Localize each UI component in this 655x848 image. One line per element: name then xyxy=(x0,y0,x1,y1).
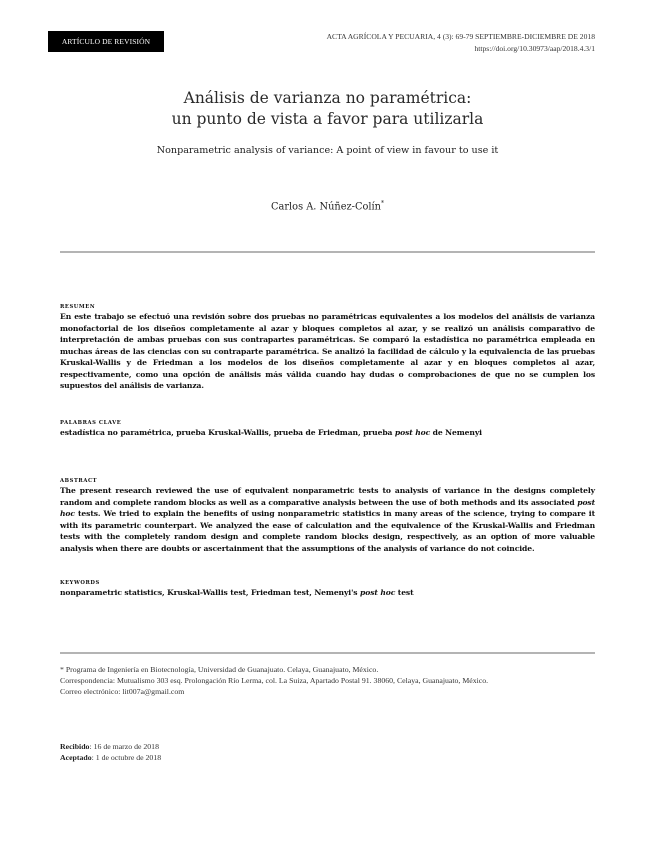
journal-citation: ACTA AGRÍCOLA Y PECUARIA, 4 (3): 69-79 SEPTIEMBRE-DICIEMBRE DE 2018 xyxy=(326,32,595,41)
received-date xyxy=(60,742,161,753)
palabras-clave-part: de Nemenyi xyxy=(430,428,482,437)
keywords-text xyxy=(60,587,595,599)
author-line xyxy=(0,200,655,212)
keywords-heading: KEYWORDS xyxy=(60,580,100,586)
keywords-part: test xyxy=(395,588,414,597)
footnote-divider xyxy=(60,652,595,654)
article-type-badge xyxy=(48,31,164,52)
dates-block xyxy=(60,742,161,764)
keywords-section xyxy=(60,580,595,599)
doi-link[interactable]: https://doi.org/10.30973/aap/2018.4.3/1 xyxy=(474,44,595,53)
affiliation: * Programa de Ingeniería en Biotecnología, Universidad de Guanajuato. Celaya, Guanajuato, México. xyxy=(60,665,379,674)
header-divider xyxy=(60,251,595,253)
email[interactable]: Correo electrónico: lit007a@gmail.com xyxy=(60,687,185,697)
footnote xyxy=(60,664,600,698)
resumen-heading: RESUMEN xyxy=(60,304,96,310)
author-name: Carlos A. Núñez-Colín xyxy=(271,201,381,213)
palabras-clave-heading: PALABRAS CLAVE xyxy=(60,420,122,426)
abstract-italic: post hoc xyxy=(60,497,595,518)
accepted-date xyxy=(60,753,161,764)
title-line-2: un punto de vista a favor para utilizarla xyxy=(171,110,484,128)
keywords-part: nonparametric statistics, Kruskal-Wallis test, Friedman test, Nemenyi's xyxy=(60,588,361,597)
author-footnote-mark: * xyxy=(380,200,384,207)
abstract-section xyxy=(60,478,595,554)
journal-info xyxy=(327,31,595,55)
resumen-text: En este trabajo se efectuó una revisión sobre dos pruebas no paramétricas equivalentes a los modelos del análisis de varianza monofactorial de los diseños completamente al azar y bloques completos al azar, y se realizó un análisis comparativo de interpretación de ambas pruebas con sus contrapartes paramétricas. Se comparó la estadística no paramétrica empleada en muchas áreas de las ciencias con su contraparte paramétrica. Se analizó la facilidad de cálculo y la equivalencia de las pruebas Kruskal-Wallis y de Friedman a los modelos de los diseños completamente al azar y en bloques completos al azar, respectivamente, como una opción de análisis más válida cuando hay dudas o comprobaciones de que no se cumplen los supuestos del análisis de varianza. xyxy=(60,312,595,390)
abstract-heading: ABSTRACT xyxy=(60,478,98,484)
palabras-clave-italic: post hoc xyxy=(394,428,431,437)
accepted-value: : 1 de octubre de 2018 xyxy=(91,752,162,762)
abstract-text xyxy=(60,485,595,554)
received-label: Recibido xyxy=(60,742,90,751)
resumen-section xyxy=(60,304,595,392)
abstract-part: The present research reviewed the use of equivalent nonparametric tests to analysis of variance in the designs completely random and complete random blocks as well as a comparative analysis between the use of both methods and its associated xyxy=(60,486,595,507)
received-value: : 16 de marzo de 2018 xyxy=(89,742,159,751)
keywords-italic: post hoc xyxy=(360,588,396,597)
palabras-clave-section xyxy=(60,420,595,439)
article-title xyxy=(0,88,655,130)
english-title: Nonparametric analysis of variance: A point of view in favour to use it xyxy=(156,145,499,156)
abstract-part: tests. We tried to explain the benefits of using nonparametric statistics in many areas of the science, trying to compare it with its parametric counterpart. We analyzed the ease of calculation and the equivalence of the Kruskal-Wallis and Friedman tests with the completely random design and complete random blocks design, respectively, as an option of more valuable analysis when there are doubts or ascertainment that the assumptions of the analysis of variance do not coincide. xyxy=(60,509,595,553)
article-type-label: ARTÍCULO DE REVISIÓN xyxy=(61,37,151,46)
title-line-1: Análisis de varianza no paramétrica: xyxy=(183,89,472,107)
accepted-label: Aceptado xyxy=(60,752,92,762)
correspondence: Correspondencia: Mutualismo 303 esq. Prolongación Río Lerma, col. La Suiza, Apartado Postal 91. 38060, Celaya, Guanajuato, México. xyxy=(60,676,489,686)
palabras-clave-text xyxy=(60,427,595,439)
palabras-clave-part: estadística no paramétrica, prueba Kruskal-Wallis, prueba de Friedman, prueba xyxy=(60,428,395,437)
